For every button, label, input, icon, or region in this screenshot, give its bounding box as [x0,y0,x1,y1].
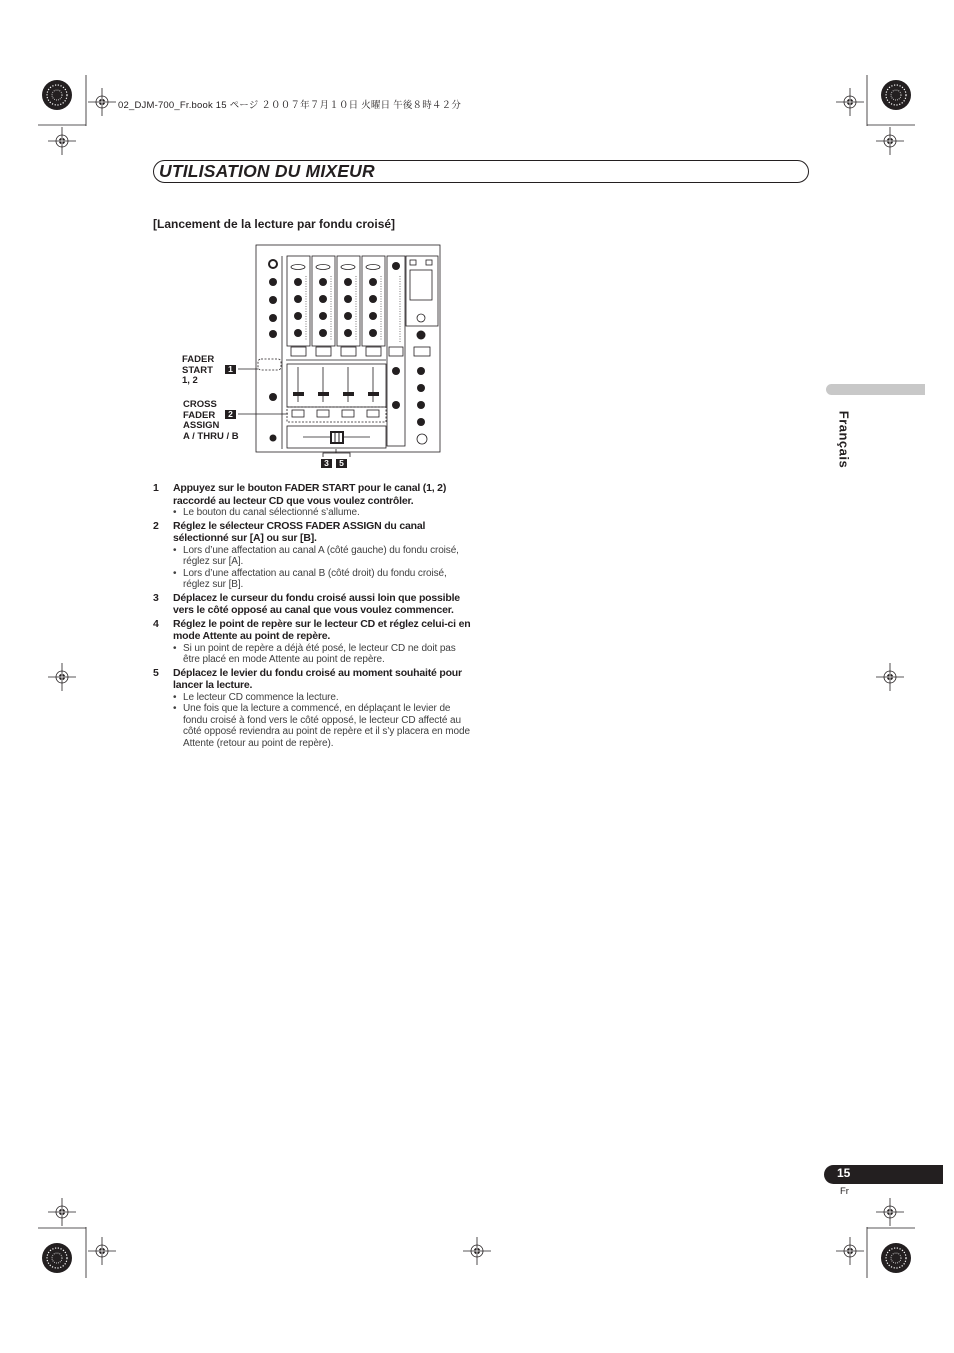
label-fader-start: FADER START 1, 2 [182,354,215,386]
page-number: 15 [837,1166,851,1180]
step-5-note-1: • Le lecteur CD commence la lecture. [153,692,475,704]
section-heading: [Lancement de la lecture par fondu croisé] [153,217,396,231]
label-cross-fader-assign: CROSS FADER ASSIGN A / THRU / B [183,399,239,442]
callout-badge-1: 1 [225,365,236,374]
page-language-code: Fr [840,1186,849,1197]
steps-list [153,482,475,750]
step-5-note-2: • Une fois que la lecture a commencé, en déplaçant le levier de fondu croisé à fond vers le côté opposé, le lecteur CD affecté au côté opposé reviendra au point de repère et il s’y placera en mode Attente (retour au point de repère). [153,703,475,749]
step-4: 4 Réglez le point de repère sur le lecteur CD et réglez celui-ci en mode Attente au point de repère. • Si un point de repère a déjà été posé, le lecteur CD ne doit pas être placé en mode Attente au point de repère. [153,618,475,666]
step-2-note-1: • Lors d’une affectation au canal A (côté gauche) du fondu croisé, réglez sur [A]. [153,545,475,568]
step-2: 2 Réglez le sélecteur CROSS FADER ASSIGN du canal sélectionné sur [A] ou sur [B]. • Lors d’une affectation au canal A (côté gauche) du fondu croisé, réglez sur [A]. • Lors d’une affectation au canal B (côté droit) du fondu croisé, réglez sur [B]. [153,520,475,591]
step-5: 5 Déplacez le levier du fondu croisé au moment souhaité pour lancer la lecture. • Le lecteur CD commence la lecture. • Une fois que la lecture a commencé, en déplaçant le levier de fondu croisé à fond vers le côté opposé, le lecteur CD affecté au côté opposé reviendra au point de repère et il s’y placera en mode Attente (retour au point de repère). [153,667,475,750]
print-header: 02_DJM-700_Fr.book 15 ページ ２００７年７月１０日 火曜日 午後８時４２分 [118,100,462,111]
step-2-note-2: • Lors d’une affectation au canal B (côté droit) du fondu croisé, réglez sur [B]. [153,568,475,591]
mixer-diagram [178,242,448,474]
callout-badge-3: 3 [321,459,332,468]
step-1-note-1: • Le bouton du canal sélectionné s’allume. [153,507,475,519]
language-tab [826,384,925,395]
step-4-note-1: • Si un point de repère a déjà été posé, le lecteur CD ne doit pas être placé en mode Attente au point de repère. [153,643,475,666]
callout-badge-2: 2 [225,410,236,419]
step-3: 3 Déplacez le curseur du fondu croisé aussi loin que possible vers le côté opposé au canal que vous voulez commencer. [153,591,460,616]
step-1: 1 Appuyez sur le bouton FADER START pour le canal (1, 2) raccordé au lecteur CD que vous voulez contrôler. • Le bouton du canal sélectionné s’allume. [153,482,475,519]
language-label: Français [836,410,852,469]
callout-badge-5: 5 [336,459,347,468]
page-title: UTILISATION DU MIXEUR [159,161,375,181]
